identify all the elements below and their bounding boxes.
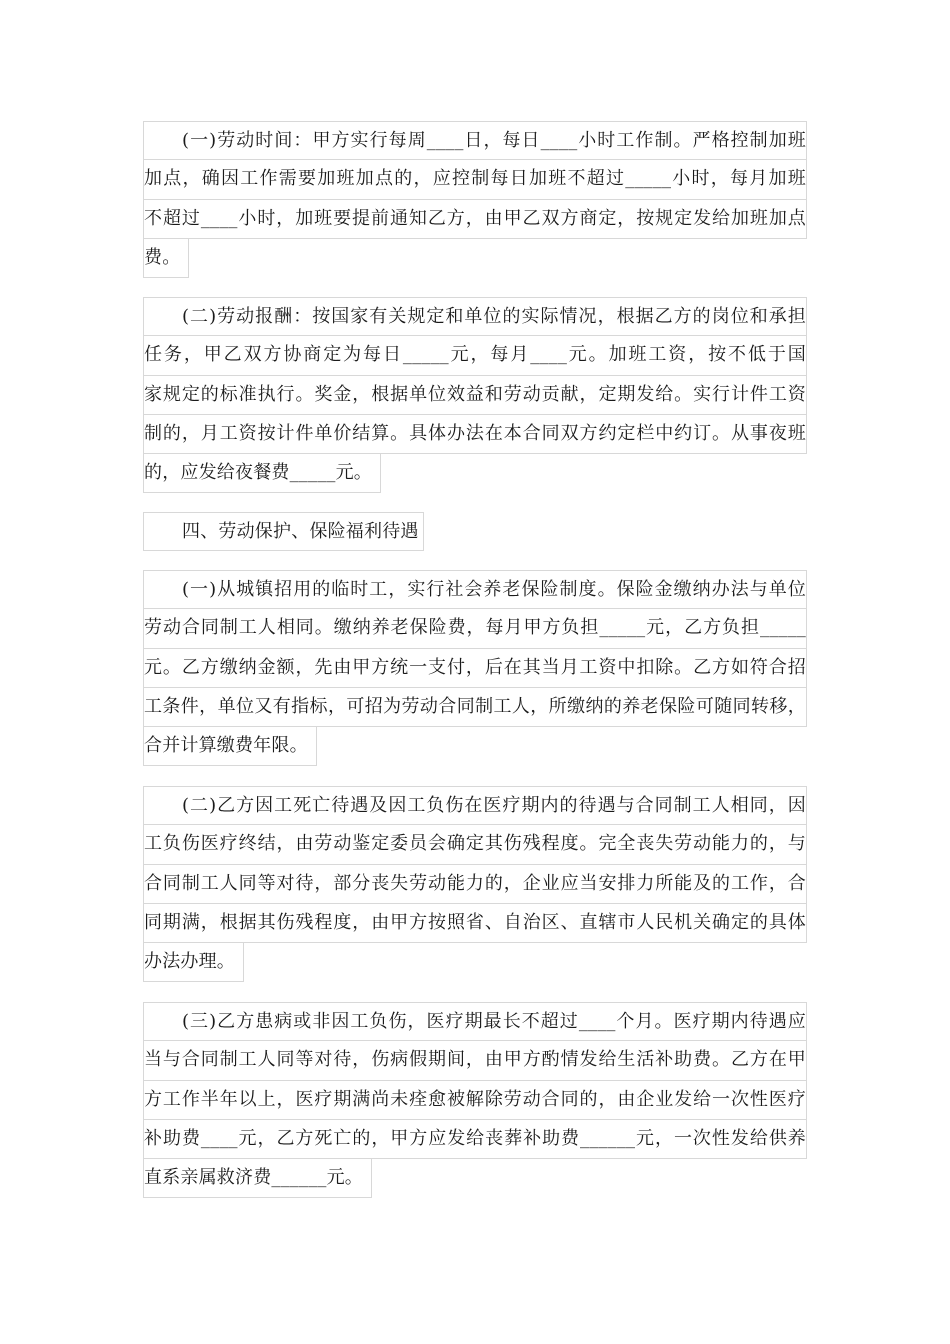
text-line: 工条件，单位又有指标，可招为劳动合同制工人，所缴纳的养老保险可随同转移，	[143, 688, 807, 727]
paragraph-labor-time	[143, 121, 807, 282]
text-line: 任务，甲乙双方协商定为每日_____元，每月____元。加班工资，按不低于国	[143, 336, 807, 375]
text-line: (三)乙方患病或非因工负伤，医疗期最长不超过____个月。医疗期内待遇应	[143, 1002, 807, 1041]
text-line: 制的，月工资按计件单价结算。具体办法在本合同双方约定栏中约订。从事夜班	[143, 415, 807, 454]
paragraph-illness-medical-period	[143, 1002, 807, 1202]
text-line: (一)从城镇招用的临时工，实行社会养老保险制度。保险金缴纳办法与单位	[143, 570, 807, 609]
text-line: (二)劳动报酬：按国家有关规定和单位的实际情况，根据乙方的岗位和承担	[143, 297, 807, 336]
text-line: 办法办理。	[143, 943, 244, 982]
text-line: 直系亲属救济费______元。	[143, 1159, 372, 1198]
paragraph-work-injury	[143, 786, 807, 986]
text-line: (一)劳动时间：甲方实行每周____日，每日____小时工作制。严格控制加班	[143, 121, 807, 160]
text-line: 的，应发给夜餐费_____元。	[143, 454, 381, 493]
paragraph-labor-remuneration	[143, 297, 807, 497]
text-line: 同期满，根据其伤残程度，由甲方按照省、自治区、直辖市人民机关确定的具体	[143, 904, 807, 943]
section-heading	[143, 512, 807, 555]
text-line: 元。乙方缴纳金额，先由甲方统一支付，后在其当月工资中扣除。乙方如符合招	[143, 649, 807, 688]
text-line: 工负伤医疗终结，由劳动鉴定委员会确定其伤残程度。完全丧失劳动能力的，与	[143, 825, 807, 864]
text-line: 家规定的标准执行。奖金，根据单位效益和劳动贡献，定期发给。实行计件工资	[143, 376, 807, 415]
paragraph-pension-insurance	[143, 570, 807, 770]
text-line: 合同制工人同等对待，部分丧失劳动能力的，企业应当安排力所能及的工作，合	[143, 865, 807, 904]
text-line: 补助费____元，乙方死亡的，甲方应发给丧葬补助费______元，一次性发给供养	[143, 1120, 807, 1159]
section-heading-text: 四、劳动保护、保险福利待遇	[143, 512, 424, 551]
text-line: 加点，确因工作需要加班加点的，应控制每日加班不超过_____小时，每月加班	[143, 160, 807, 199]
text-line: 当与合同制工人同等对待，伤病假期间，由甲方酌情发给生活补助费。乙方在甲	[143, 1041, 807, 1080]
text-line: 费。	[143, 239, 189, 278]
text-line: 不超过____小时，加班要提前通知乙方，由甲乙双方商定，按规定发给加班加点	[143, 200, 807, 239]
text-line: 方工作半年以上，医疗期满尚未痊愈被解除劳动合同的，由企业发给一次性医疗	[143, 1081, 807, 1120]
text-line: (二)乙方因工死亡待遇及因工负伤在医疗期内的待遇与合同制工人相同，因	[143, 786, 807, 825]
text-line: 合并计算缴费年限。	[143, 727, 317, 766]
text-line: 劳动合同制工人相同。缴纳养老保险费，每月甲方负担_____元，乙方负担_____	[143, 609, 807, 648]
